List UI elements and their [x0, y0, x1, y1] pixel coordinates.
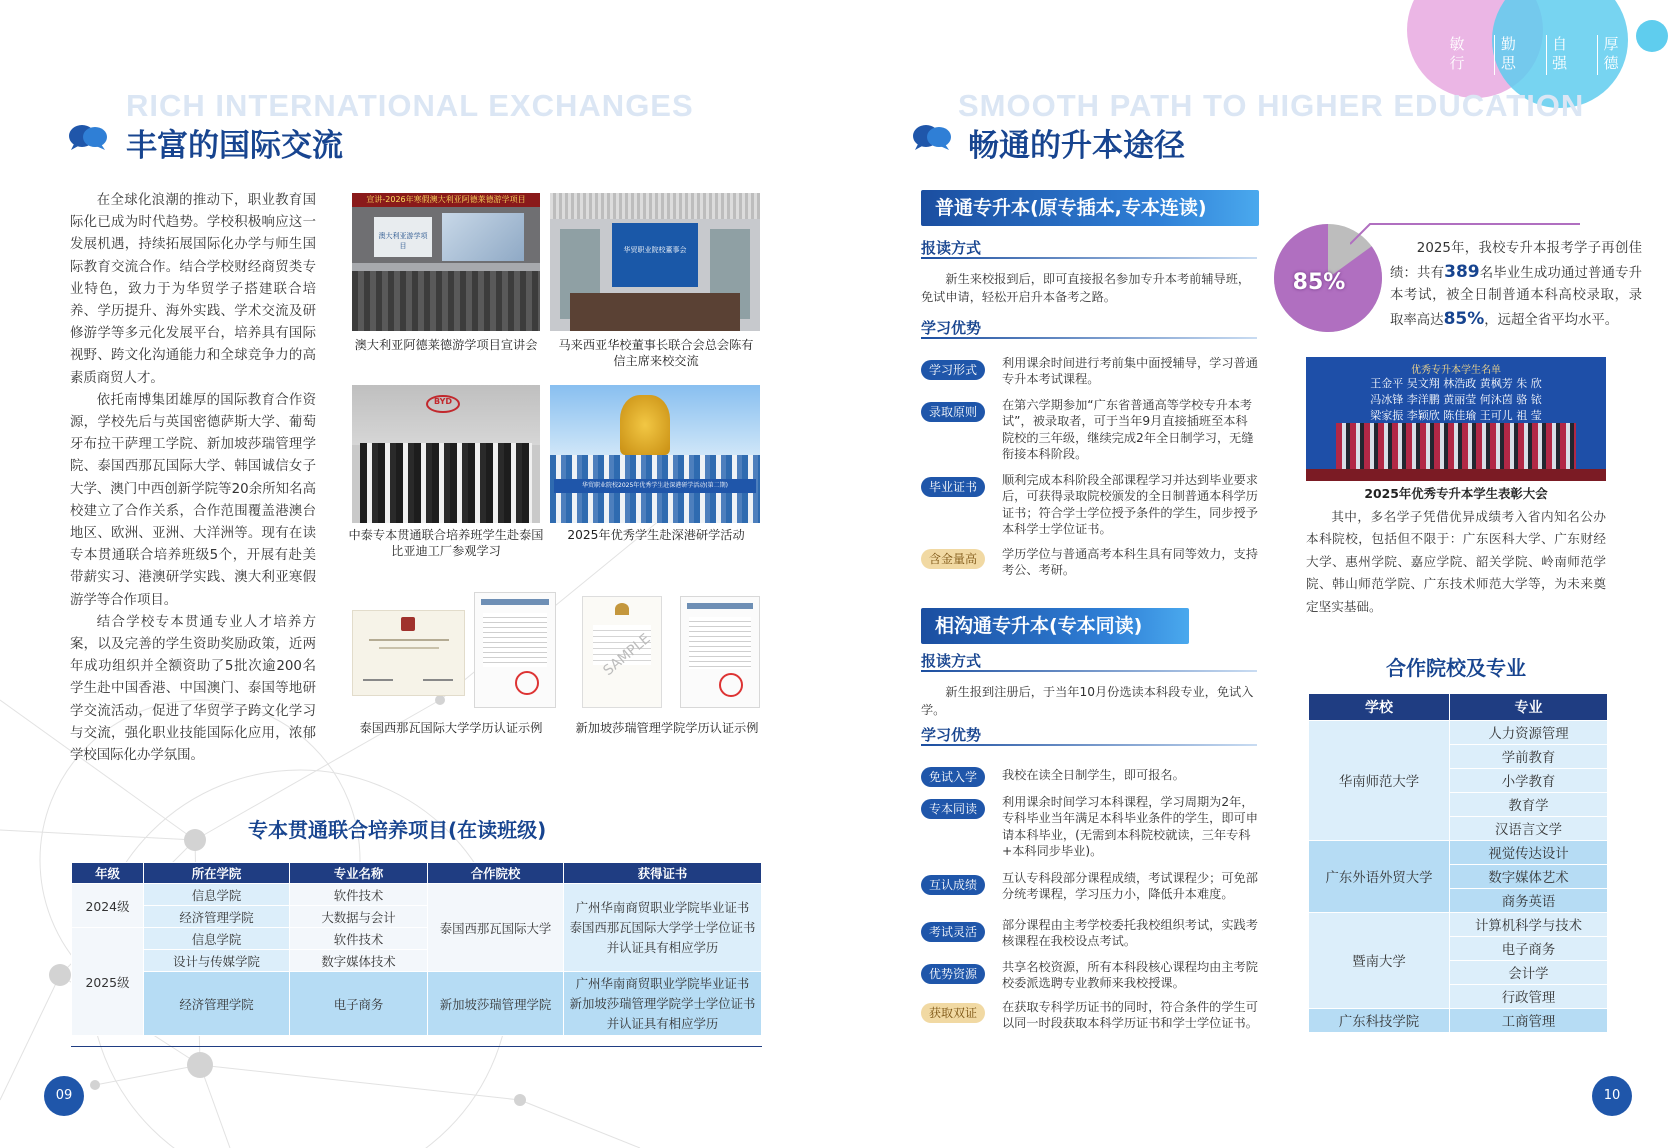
ceremony-names-2: 冯冰锋 李洋鹏 黄丽莹 何沐茵 骆 铱 [1370, 393, 1542, 406]
school-cell: 广东外语外贸大学 [1309, 841, 1450, 913]
major-cell: 电子商务 [290, 972, 428, 1036]
left-intro-text [70, 190, 316, 767]
tag-dual-cert: 获取双证 [921, 1003, 985, 1023]
motto [1448, 35, 1620, 75]
th-grade: 年级 [72, 863, 144, 884]
heading-rule [921, 337, 1257, 339]
stats-text-c: ，远超全省平均水平。 [1484, 312, 1619, 328]
left-page-title: 丰富的国际交流 [126, 128, 343, 164]
partner-thailand: 泰国西那瓦国际大学 [428, 884, 564, 972]
right-para-2: 其中，多名学子凭借优异成绩考入省内知名公办本科院校，包括但不限于：广东医科大学、广东财经大学、惠州学院、嘉应学院、韶关学院、岭南师范学院、韩山师范学院、广东技术师范大学等，为未来奠定坚实基础。 [1306, 509, 1606, 614]
major-cell: 人力资源管理 [1450, 721, 1608, 745]
intro-paragraph-3: 结合学校专本贯通专业人才培养方案，以及完善的学生资助奖励政策，近两年成功组织并全额资助了5批次逾200名学生赴中国香港、中国澳门、泰国等地研学交流活动，促进了华贸学子跨文化学习与交流，强化职业技能国际化应用，浓郁学校国际化办学氛围。 [70, 614, 316, 764]
intro-paragraph-1: 在全球化浪潮的推动下，职业教育国际化已成为时代趋势。学校积极响应这一发展机遇，持续拓展国际化办学与师生国际教育交流合作。结合学校财经商贸类专业特色，致力于为华贸学子搭建联合培养、学历提升、海外实践、学术交流及研修游学等多元化发展平台，培养具有国际视野、跨文化沟通能力和全球竞争力的高素质商贸人才。 [70, 193, 316, 386]
table-header-row [1309, 694, 1608, 721]
caption-malaysia-visit: 马来西亚华校董事长联合会总会陈有信主席来校交流 [558, 338, 754, 368]
heading-rule [921, 670, 1257, 672]
photo-byd-visit [352, 385, 540, 523]
school-cell: 暨南大学 [1309, 913, 1450, 1009]
major-cell: 大数据与会计 [290, 906, 428, 928]
sec1-advantage-heading: 学习优势 [921, 319, 982, 337]
college-cell: 经济管理学院 [144, 972, 290, 1036]
ceremony-names-1: 王金平 吴文翔 林浩政 黄枫芳 朱 欣 [1370, 377, 1542, 390]
text-flexible-exam: 部分课程由主考学校委托我校组织考试，实践考核课程在我校设点考试。 [1002, 918, 1258, 949]
major-cell: 商务英语 [1450, 889, 1608, 913]
photo-screen-text: 澳大利亚游学项目 [378, 232, 428, 250]
table-row [1309, 1009, 1608, 1033]
table-row [1309, 721, 1608, 745]
coop-table-title: 合作院校及专业 [1386, 656, 1526, 680]
ceremony-board-title: 优秀专升本学生名单 [1411, 365, 1501, 376]
tag-resources: 优势资源 [921, 964, 985, 984]
certificate-thailand-2 [474, 592, 556, 708]
speech-bubble-icon [68, 124, 108, 150]
table-row [72, 972, 762, 1036]
text-resources: 共享名校资源，所有本科段核心课程均由主考院校委派选聘专业教师来我校授课。 [1002, 960, 1258, 991]
table-header-row [72, 863, 762, 884]
sec1-apply-heading: 报读方式 [921, 239, 982, 257]
text-value: 学历学位与普通高考本科生具有同等效力，支持考公、考研。 [1002, 547, 1258, 578]
motto-1: 敏行 [1449, 35, 1465, 72]
college-cell: 信息学院 [144, 884, 290, 906]
text-dual-cert: 在获取专科学历证书的同时，符合条件的学生可以同一时段获取本科学历证书和学士学位证书。 [1002, 1000, 1258, 1031]
college-cell: 信息学院 [144, 928, 290, 950]
major-cell: 学前教育 [1450, 745, 1608, 769]
th-partner: 合作院校 [428, 863, 564, 884]
major-cell: 软件技术 [290, 928, 428, 950]
th-college: 所在学院 [144, 863, 290, 884]
heading-rule [921, 257, 1257, 259]
page-number-left: 09 [44, 1076, 84, 1116]
text-study-form: 利用课余时间进行考前集中面授辅导，学习普通专升本考试课程。 [1002, 356, 1258, 387]
photo-adelaide-briefing [352, 193, 540, 331]
caption-byd-visit: 中泰专本贯通联合培养班学生赴泰国比亚迪工厂参观学习 [348, 528, 544, 558]
stats-text [1390, 238, 1642, 332]
table-row [1309, 913, 1608, 937]
th-major: 专业 [1450, 694, 1608, 721]
table-bottom-rule [71, 1046, 762, 1047]
th-school: 学校 [1309, 694, 1450, 721]
sample-watermark: SAMPLE [600, 630, 654, 680]
coop-table [1308, 693, 1608, 1033]
school-cell: 华南师范大学 [1309, 721, 1450, 841]
photo-banner-text-4: 华贸职业院校2025年优秀学生赴深港研学活动(第二期) [582, 482, 728, 489]
major-cell: 数字媒体艺术 [1450, 865, 1608, 889]
tag-value: 含金量高 [921, 549, 985, 569]
major-cell: 汉语言文学 [1450, 817, 1608, 841]
motto-4: 厚德 [1597, 35, 1620, 75]
sec2-advantage-heading: 学习优势 [921, 726, 982, 744]
pie-percent-label: 85% [1292, 270, 1346, 295]
cert-singapore: 广州华南商贸职业学院毕业证书 新加坡莎瑞管理学院学士学位证书 并认证具有相应学历 [564, 972, 762, 1036]
major-cell: 教育学 [1450, 793, 1608, 817]
stats-text-a: 2025年，我校专升本报考学子再创佳绩：共有 [1390, 241, 1642, 281]
major-cell: 软件技术 [290, 884, 428, 906]
tag-study-form: 学习形式 [921, 360, 985, 380]
photo-screen-text-2: 华贸职业院校董事会 [623, 246, 687, 254]
tag-flexible-exam: 考试灵活 [921, 922, 985, 942]
cert-thailand: 广州华南商贸职业学院毕业证书 泰国西那瓦国际大学学士学位证书 并认证具有相应学历 [564, 884, 762, 972]
major-cell: 视觉传达设计 [1450, 841, 1608, 865]
tag-diploma: 毕业证书 [921, 477, 985, 497]
text-admission: 在第六学期参加“广东省普通高等学校专升本考试”，被录取者，可于当年9月直接插班至本科院校的三年级，继续完成2年全日制学习，无缝衔接本科阶段。 [1002, 398, 1254, 462]
certificate-singapore-2 [680, 596, 760, 708]
sec2-apply-heading: 报读方式 [921, 652, 982, 670]
certificate-singapore-1 [582, 596, 662, 708]
major-cell: 计算机科学与技术 [1450, 913, 1608, 937]
left-bg-title: RICH INTERNATIONAL EXCHANGES [126, 88, 694, 123]
caption-adelaide-briefing: 澳大利亚阿德莱德游学项目宣讲会 [354, 338, 538, 352]
major-cell: 电子商务 [1450, 937, 1608, 961]
sec1-banner: 普通专升本(原专插本,专本连读) [921, 190, 1259, 226]
partner-singapore: 新加坡莎瑞管理学院 [428, 972, 564, 1036]
th-major: 专业名称 [290, 863, 428, 884]
caption-award-ceremony: 2025年优秀专升本学生表彰大会 [1364, 486, 1548, 501]
text-diploma: 顺利完成本科阶段全部课程学习并达到毕业要求后，可获得录取院校颁发的全日制普通本科学历证书；符合学士学位授予条件的学生，同步授予本科学士学位证书。 [1002, 473, 1258, 537]
school-cell: 广东科技学院 [1309, 1009, 1450, 1033]
stats-rate: 85% [1443, 308, 1485, 329]
tag-dual-study: 专本同读 [921, 799, 985, 819]
major-cell: 小学教育 [1450, 769, 1608, 793]
text-exempt-entry: 我校在读全日制学生，即可报名。 [1002, 768, 1185, 782]
ceremony-names-3: 梁家振 李颖欣 陈佳瑜 王可儿 祖 莹 [1370, 409, 1542, 422]
college-cell: 经济管理学院 [144, 906, 290, 928]
grade-2024: 2024级 [72, 884, 144, 928]
tag-admission: 录取原则 [921, 402, 985, 422]
right-page-title: 畅通的升本途径 [968, 128, 1185, 164]
major-cell: 工商管理 [1450, 1009, 1608, 1033]
text-credit-transfer: 互认专科段部分课程成绩，考试课程少；可免部分统考课程，学习压力小，降低升本难度。 [1002, 871, 1258, 902]
right-bg-title: SMOOTH PATH TO HIGHER EDUCATION [958, 88, 1585, 123]
motto-2: 勤思 [1494, 35, 1517, 75]
caption-shenzhen-hk-trip: 2025年优秀学生赴深港研学活动 [567, 528, 745, 542]
photo-award-ceremony [1306, 357, 1606, 481]
joint-program-table-title: 专本贯通联合培养项目(在读班级) [248, 818, 547, 842]
major-cell: 会计学 [1450, 961, 1608, 985]
photo-shenzhen-hk-trip [550, 385, 760, 523]
byd-logo-text: BYD [433, 397, 453, 406]
page-number-right: 10 [1592, 1076, 1632, 1116]
photo-banner-text: 宣讲-2026年寒假澳大利亚阿德莱德游学项目 [366, 195, 526, 204]
photo-malaysia-visit [550, 193, 760, 331]
speech-bubble-icon [912, 124, 952, 150]
certificate-thailand-1 [352, 610, 465, 696]
joint-program-table [71, 862, 762, 1036]
intro-paragraph-2: 依托南博集团雄厚的国际教育合作资源，学校先后与英国密德萨斯大学、葡萄牙布拉干萨理工学院、新加坡莎瑞管理学院、泰国西那瓦国际大学、韩国诚信女子大学、澳门中西创新学院等20余所知名高校建立了合作关系，合作范围覆盖港澳台地区、欧洲、亚洲、大洋洲等。现有在读专本贯通联合培养班级5个，开展有赴美带薪实习、港澳研学实践、澳大利亚寒假游学等合作项目。 [70, 392, 316, 608]
major-cell: 行政管理 [1450, 985, 1608, 1009]
major-cell: 数字媒体技术 [290, 950, 428, 972]
college-cell: 设计与传媒学院 [144, 950, 290, 972]
sec2-banner: 相沟通专升本(专本同读) [921, 608, 1189, 644]
caption-singapore-cert: 新加坡莎瑞管理学院学历认证示例 [575, 721, 759, 735]
text-dual-study: 利用课余时间学习本科课程，学习周期为2年，专科毕业当年满足本科毕业条件的学生，即可申请本科毕业，(无需到本科院校就读，三年专科+本科同步毕业)。 [1002, 795, 1258, 859]
table-row [1309, 841, 1608, 865]
stats-number: 389 [1444, 261, 1480, 282]
sec2-apply-text: 新生报到注册后，于当年10月份选读本科段专业，免试入学。 [921, 685, 1254, 717]
heading-rule [921, 744, 1257, 746]
stats-text-b: 名毕业生成功通过普通专升本考试，被全日制普通本科高校录取，录取率高达 [1390, 265, 1642, 328]
caption-thailand-cert: 泰国西那瓦国际大学学历认证示例 [359, 721, 543, 735]
table-row [72, 884, 762, 906]
tag-exempt-entry: 免试入学 [921, 767, 985, 787]
motto-3: 自强 [1546, 35, 1569, 75]
tag-credit-transfer: 互认成绩 [921, 875, 985, 895]
th-certificate: 获得证书 [564, 863, 762, 884]
grade-2025: 2025级 [72, 928, 144, 1036]
sec1-apply-text: 新生来校报到后，即可直接报名参加专升本考前辅导班，免试申请，轻松开启升本备考之路。 [921, 272, 1251, 304]
